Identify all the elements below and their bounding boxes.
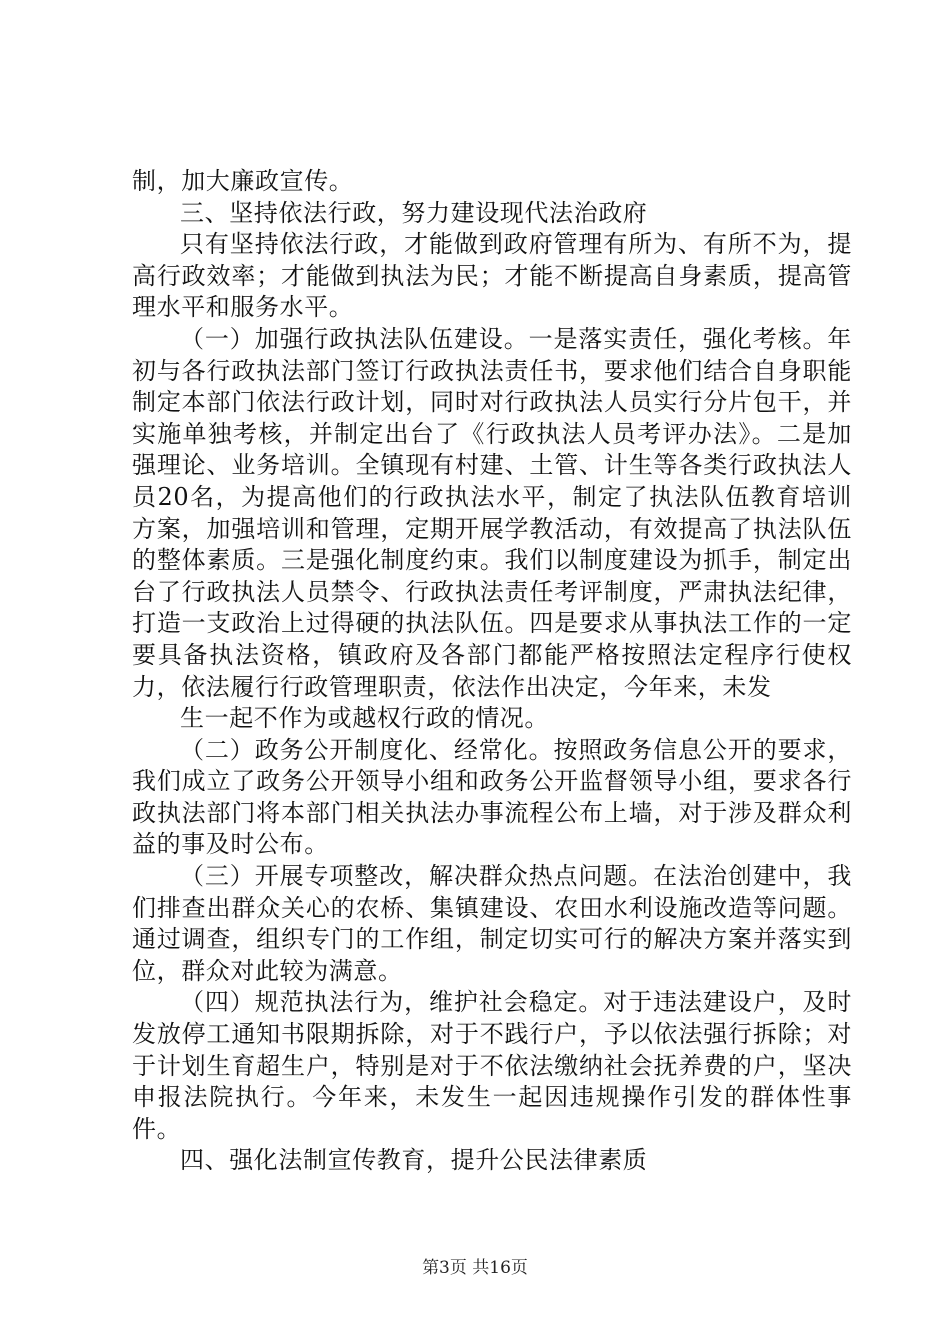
page-number: 第3页 共16页	[422, 1258, 528, 1278]
paragraph-item-2: （二）政务公开制度化、经常化。按照政务信息公开的要求，我们成立了政务公开领导小组和政务公开监督领导小组，要求各行政执法部门将本部门相关执法办事流程公布上墙，对于涉及群众利益的事及时公布。	[132, 735, 852, 859]
paragraph-item-1-continuation: 生一起不作为或越权行政的情况。	[180, 704, 549, 733]
document-body	[132, 166, 852, 1177]
paragraph-item-1: （一）加强行政执法队伍建设。一是落实责任，强化考核。年初与各行政执法部门签订行政执法责任书，要求他们结合自身职能制定本部门依法行政计划，同时对行政执法人员实行分片包干，并实施单独考核，并制定出台了《行政执法人员考评办法》。二是加强理论、业务培训。全镇现有村建、土管、计生等各类行政执法人员20名，为提高他们的行政执法水平，制定了执法队伍教育培训方案，加强培训和管理，定期开展学教活动，有效提高了执法队伍的整体素质。三是强化制度约束。我们以制度建设为抓手，制定出台了行政执法人员禁令、行政执法责任考评制度，严肃执法纪律，打造一支政治上过得硬的执法队伍。四是要求从事执法工作的一定要具备执法资格，镇政府及各部门都能严格按照法定程序行使权力，依法履行行政管理职责，依法作出决定，今年来，未发	[132, 324, 852, 701]
paragraph-item-3: （三）开展专项整改，解决群众热点问题。在法治创建中，我们排查出群众关心的农桥、集镇建设、农田水利设施改造等问题。通过调查，组织专门的工作组，制定切实可行的解决方案并落实到位，群众对此较为满意。	[132, 862, 852, 985]
paragraph-continuation: 制，加大廉政宣传。	[132, 167, 354, 195]
section-heading-4: 四、强化法制宣传教育，提升公民法律素质	[180, 1146, 648, 1175]
section-heading-3: 三、坚持依法行政，努力建设现代法治政府	[180, 198, 648, 227]
paragraph-item-4: （四）规范执法行为，维护社会稳定。对于违法建设户，及时发放停工通知书限期拆除，对于不践行户，予以依法强行拆除；对于计划生育超生户，特别是对于不依法缴纳社会抚养费的户，坚决申报法院执行。今年来，未发生一起因违规操作引发的群体性事件。	[132, 988, 852, 1143]
paragraph-intro: 只有坚持依法行政，才能做到政府管理有所为、有所不为，提高行政效率；才能做到执法为民；才能不断提高自身素质，提高管理水平和服务水平。	[132, 230, 852, 322]
